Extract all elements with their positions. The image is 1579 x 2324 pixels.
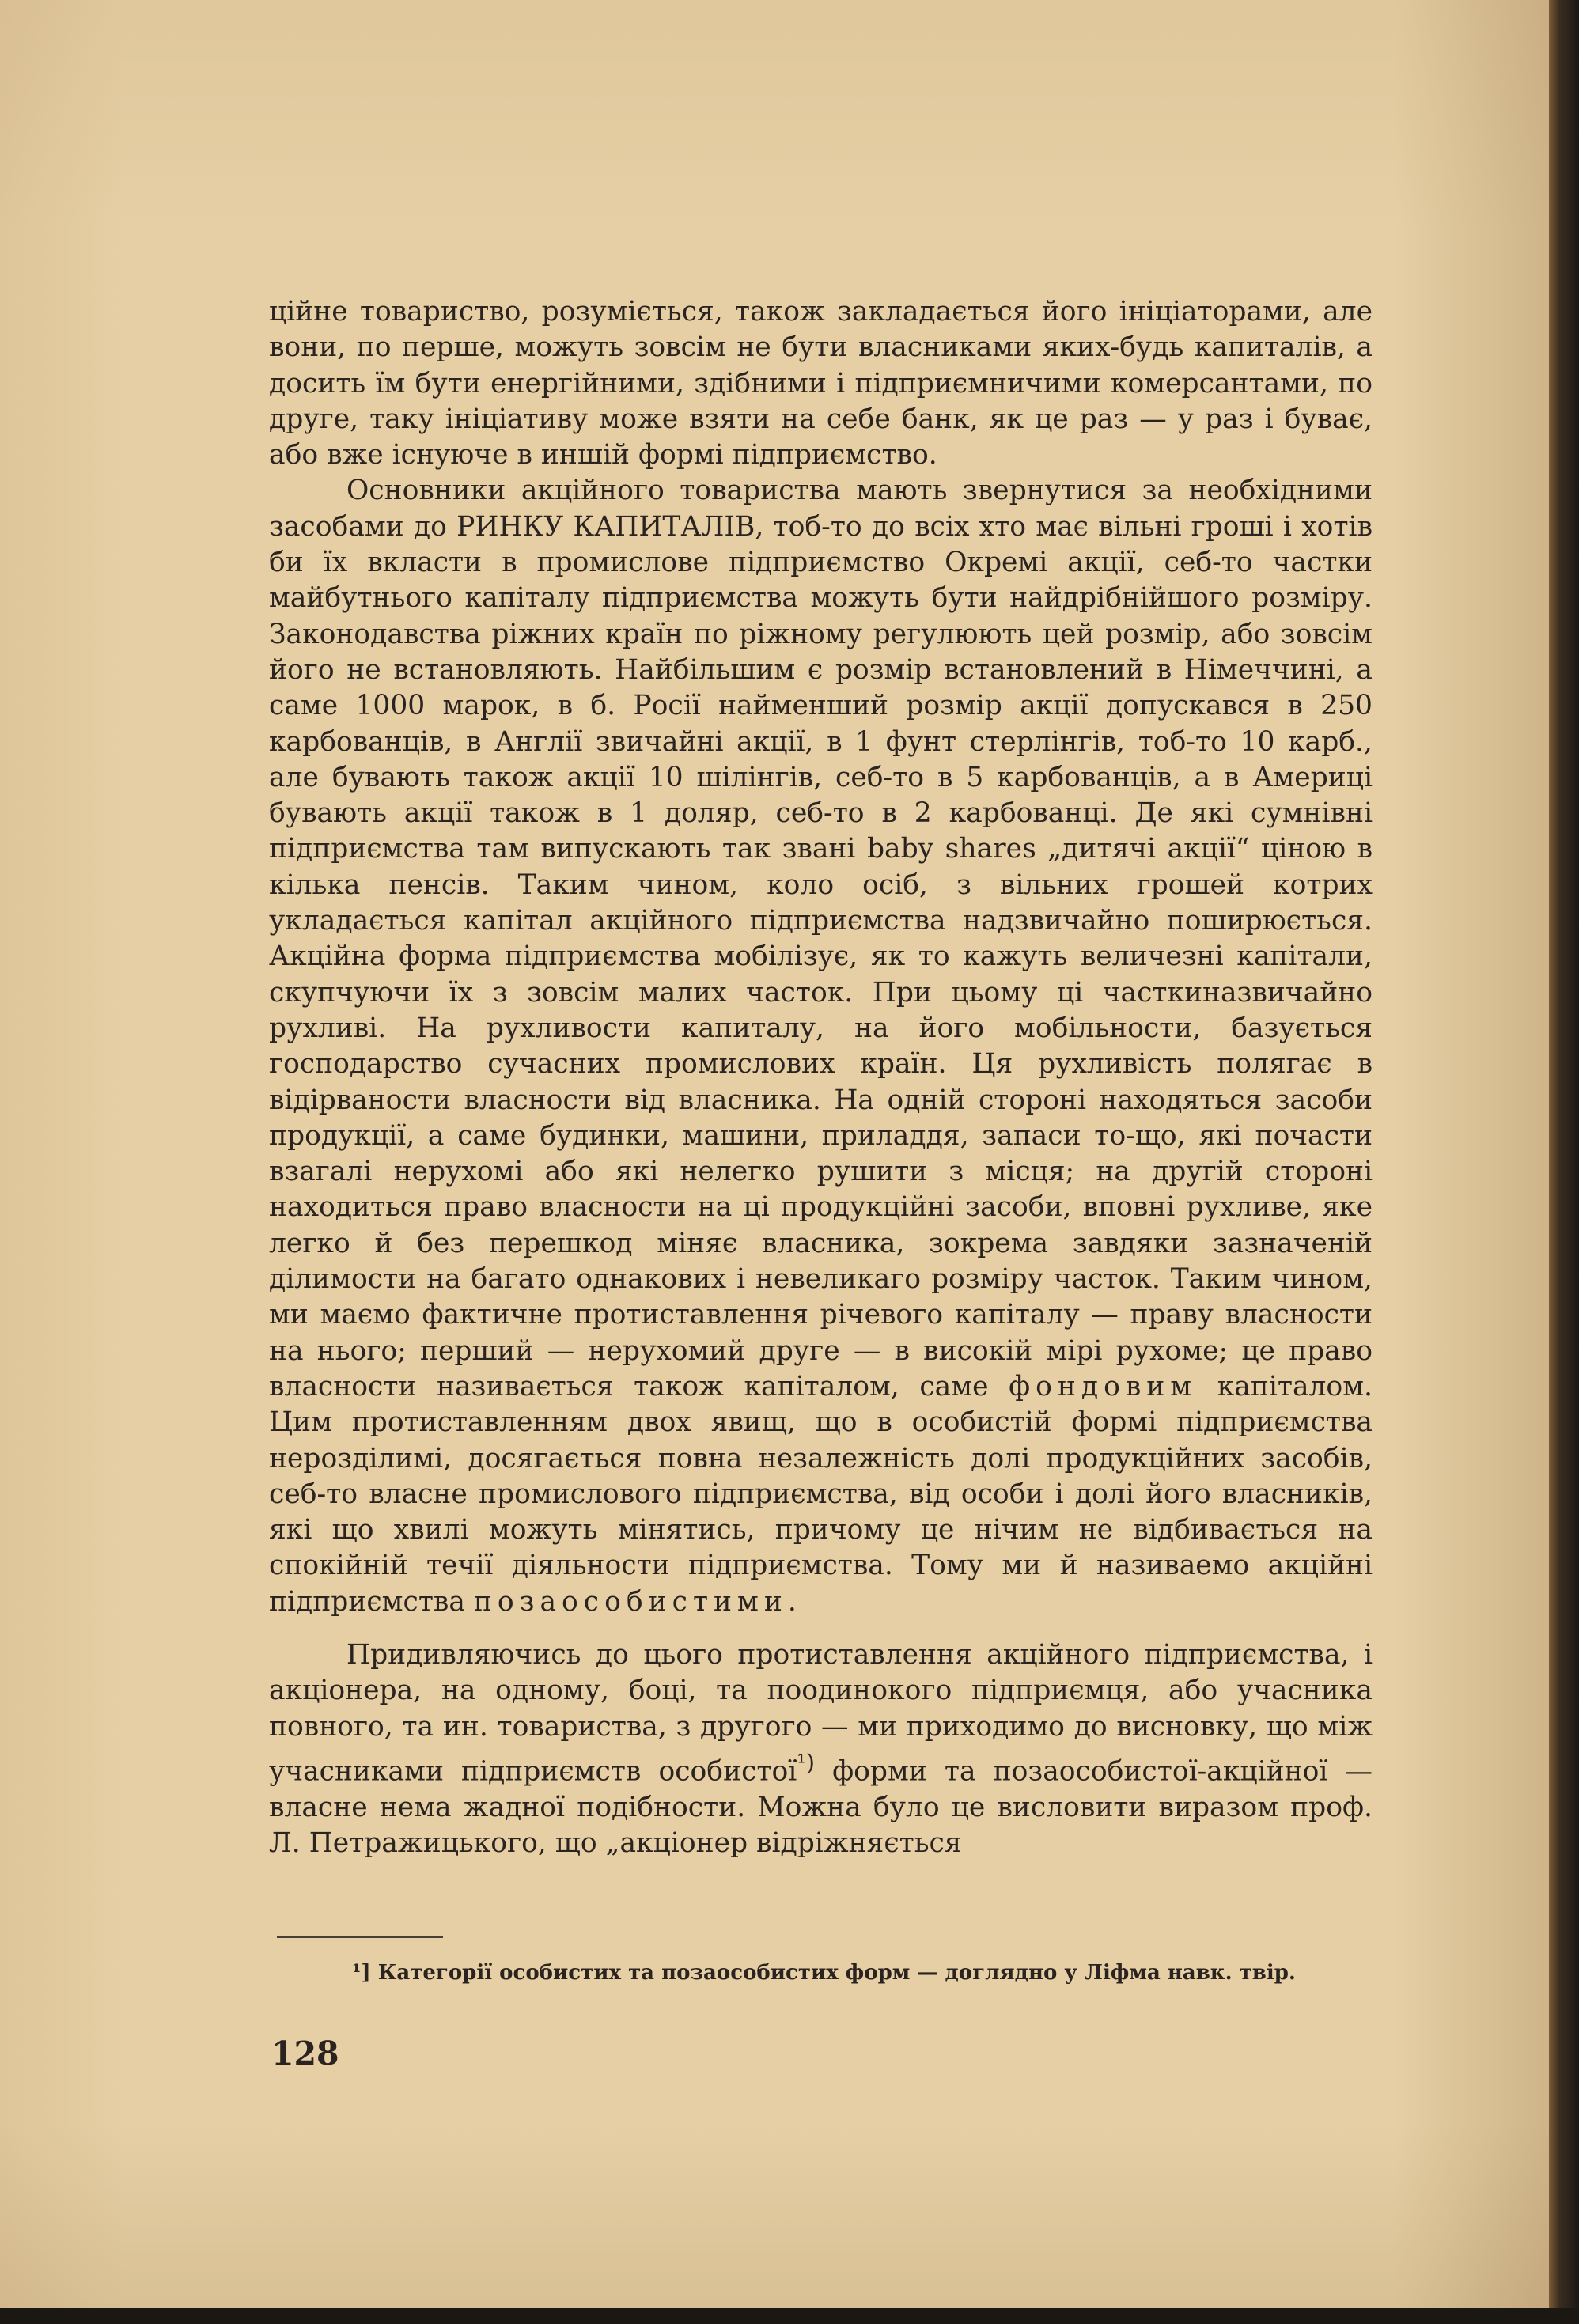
paragraph-text: Придивляючись до цього протиставлення акційного підприємства, і акціонера, на одному, боці, та поодинокого підприємця, або учасника повного, та ин. товариства, з другого — ми приходимо до висновку, що між учасниками підприємств особистої xyxy=(269,1638,1373,1788)
paragraph-text: капіталом. Цим протиставленням двох явищ, що в особистій формі підприємства нерозділимі, досягається повна незалежність долі продукційних засобів, себ-то власне промислового підприємства, від особи і долі його власників, які що хвилі можуть мінятись, причому це нічим не відбивається на спокійній течії діяльности підприємства. Тому ми й називаемо акційні підприємства xyxy=(269,1370,1373,1618)
footnote: ¹] Категорії особистих та позаособистих форм — доглядно у Ліфма навк. твір. xyxy=(352,1961,1296,1985)
page-number: 128 xyxy=(271,2034,339,2072)
paragraph-text: Основники акційного товариства мають звернутися за необхідними засобами до РИНКУ КАПИТАЛІВ, тоб-то до всіх хто має вільні гроші і хотів би їх вкласти в промислове підприємство Окремі акції, себ-то частки майбутнього капіталу підприємства можуть бути найдрібнійшого розміру. Законодавства ріжних країн по ріжному регулюють цей розмір, або зовсім його не встановляють. Найбільшим є розмір встановлений в Німеччині, а саме 1000 марок, в б. Росії найменший розмір акції допускався в 250 карбованців, в Англії звичайні акції, в 1 фунт стерлінгів, тоб-то 10 карб., але бувають також акції 10 шілінгів, себ-то в 5 карбованців, а в Америці бувають акції також в 1 доляр, себ-то в 2 карбованці. Де які сумнівні підприємства там випускають так звані baby shares „дитячі акції“ ціною в кілька пенсів. Таким чином, коло осіб, з вільних грошей котрих укладається капітал акційного підприємства надзвичайно поширюється. Акційна форма підприємства мобілізує, як то кажуть величезні капітали, скупчуючи їх з зовсім малих часток. При цьому ці часткиназвичайно рухливі. На рухливости капиталу, на його мобільности, базується господарство сучасних промислових країн. Ця рухливість полягає в відірваности власности від власника. На одній стороні находяться засоби продукції, а саме будинки, машини, приладдя, запаси то-що, які почасти взагалі нерухомі або які нелегко рушити з місця; на другій стороні находиться право власности на ці продукційні засоби, вповні рухливе, яке легко й без перешкод міняє власника, зокрема завдяки зазначеній ділимости на багато однакових і невеликаго розміру часток. Таким чином, ми маємо фактичне протиставлення річевого капіталу — праву власности на нього; перший — нерухомий друге — в високій мірі рухоме; це право власности називається також капіталом, саме xyxy=(269,475,1373,1402)
footnote-marker: ¹) xyxy=(797,1748,816,1776)
emphasized-term: фондовим xyxy=(1009,1370,1198,1402)
emphasized-term: позаособистими. xyxy=(473,1585,802,1618)
page-bottom-shadow xyxy=(0,2308,1579,2324)
paragraph-text: форми та позаособистої-акційної — власне нема жадної подібности. Можна було це висловити виразом проф. Л. Петражицького, що „акціонер відріжняється xyxy=(269,1755,1373,1859)
footnote-divider xyxy=(277,1936,443,1938)
paragraph-continued: ційне товариство, розуміється, також закладається його ініціаторами, але вони, по перше, можуть зовсім не бути власниками яких-будь капиталів, а досить їм бути енергійними, здібними і підприємничими комерсантами, по друге, таку ініціативу може взяти на себе банк, як це раз — у раз і буває, або вже існуюче в иншій формі підприємство. xyxy=(269,296,1373,471)
paragraph-comparison xyxy=(269,1637,1373,1861)
paragraph-capital-market xyxy=(269,473,1373,1620)
main-text xyxy=(269,294,1373,1861)
page-edge-shadow xyxy=(1549,0,1579,2324)
